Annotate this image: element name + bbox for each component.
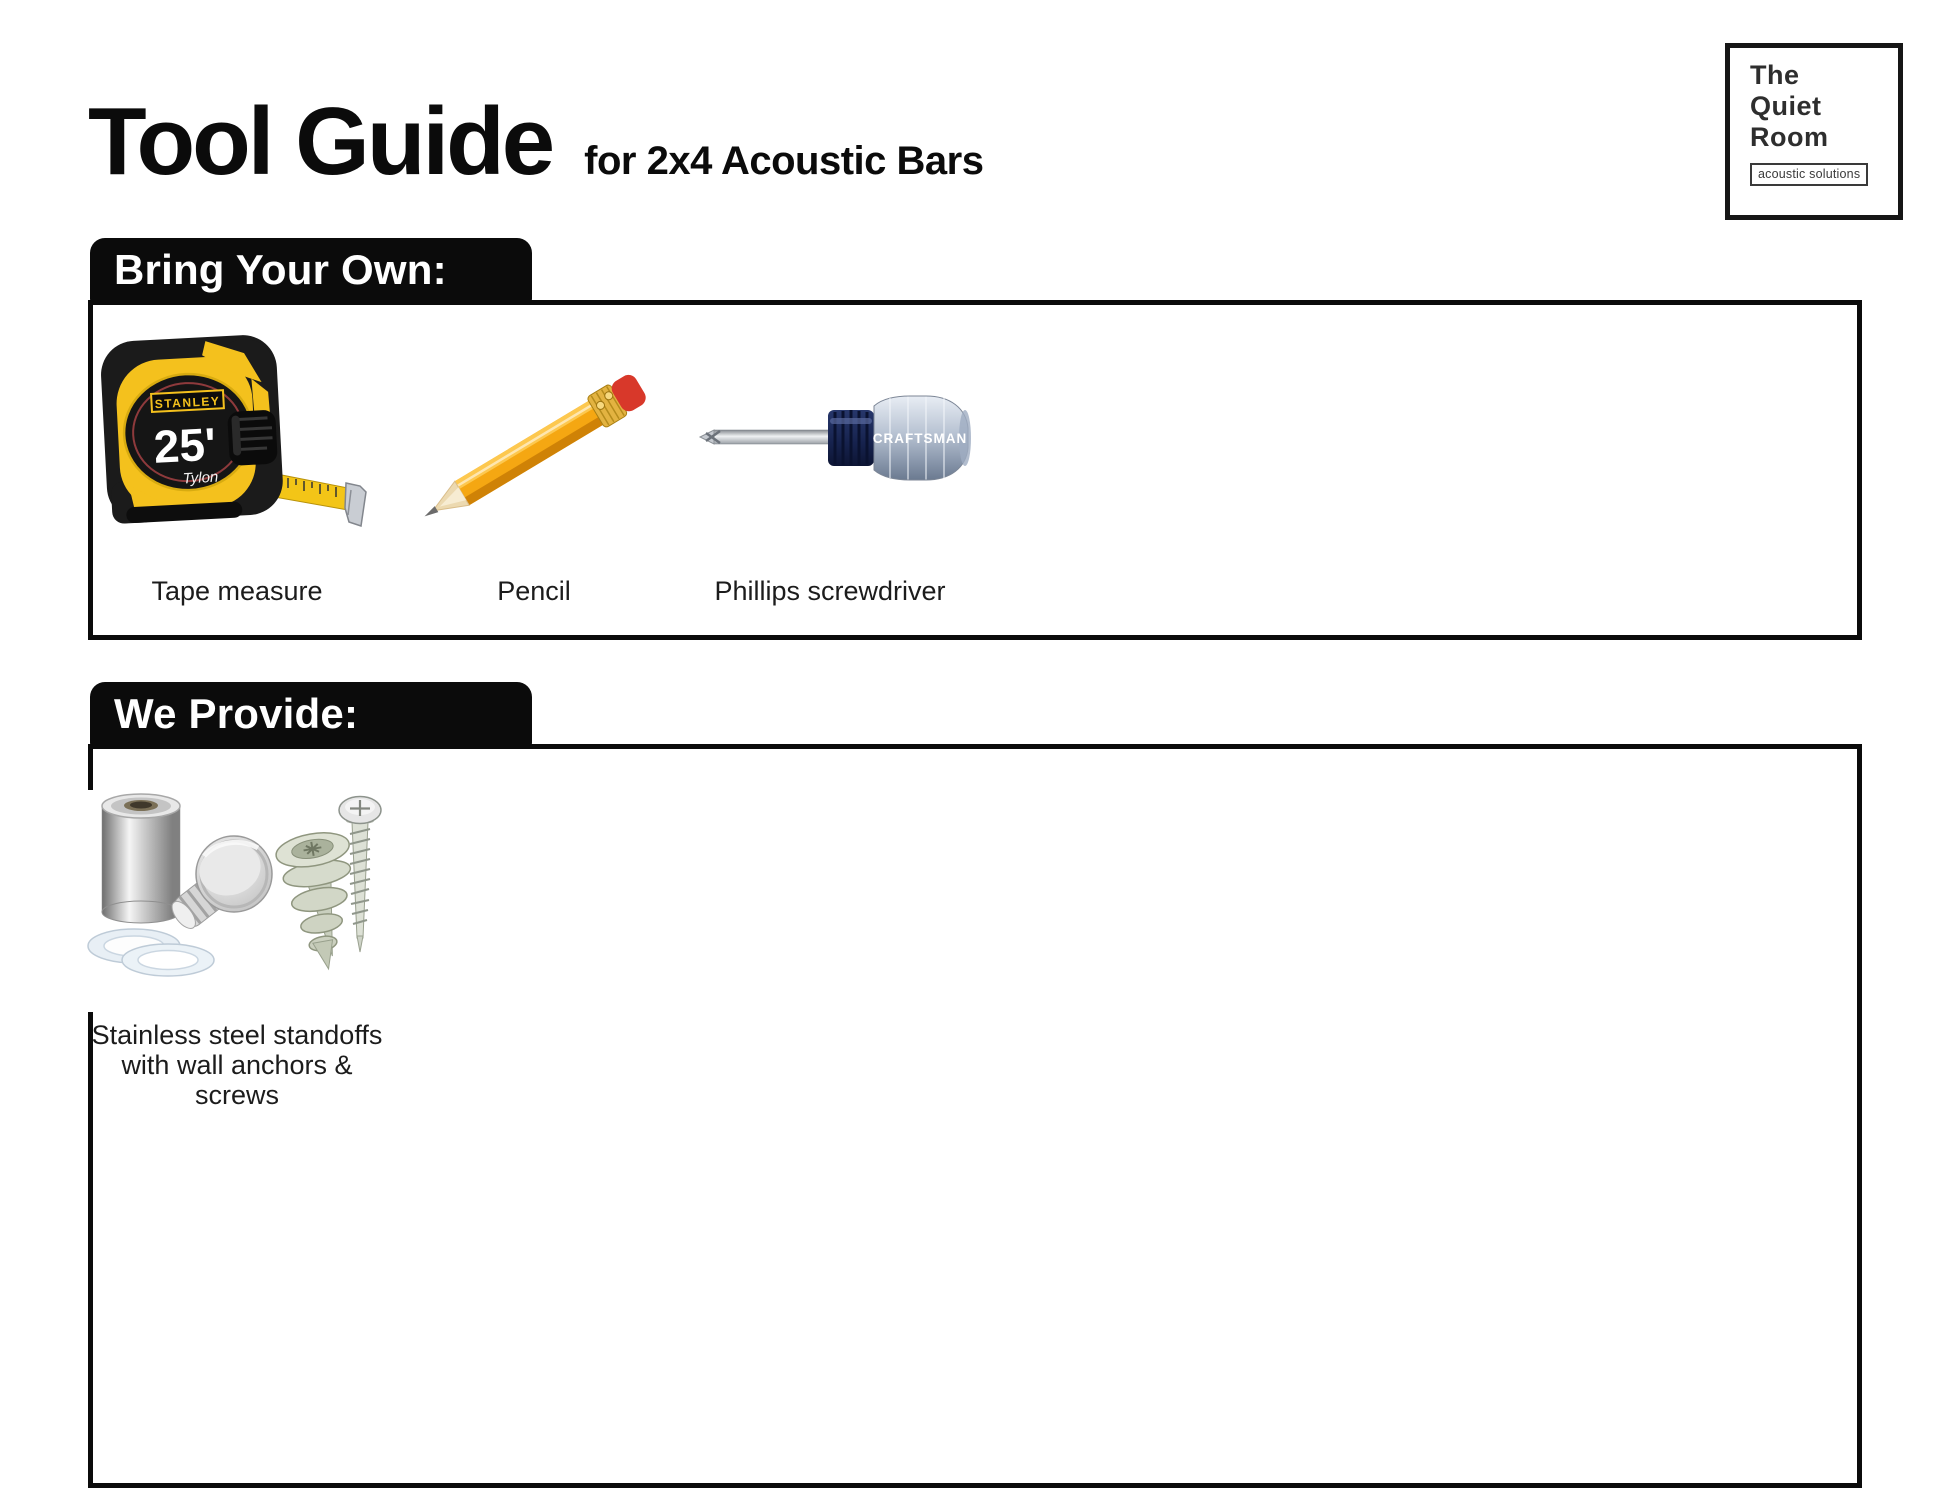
tape-brand-text: STANLEY [154,393,221,412]
item-label-pencil: Pencil [497,576,571,606]
screwdriver-icon [698,382,972,494]
page-title: Tool Guide [88,88,553,195]
standoff-hardware-icon [84,790,396,1012]
logo-tagline: acoustic solutions [1750,163,1868,186]
tape-material-text: Tylon [182,468,219,488]
tape-measure-icon [98,330,372,545]
screwdriver-brand-text: CRAFTSMAN [872,431,968,446]
section-heading-bring-your-own: Bring Your Own: [114,246,447,293]
section-tab-we-provide [90,682,532,746]
item-label-phillips-screwdriver: Phillips screwdriver [714,576,946,606]
logo-line-2: Quiet [1750,91,1822,121]
pencil-icon [402,350,670,548]
pencil-photo [402,350,670,548]
item-label-standoffs-line2: with wall anchors & screws [121,1050,353,1110]
item-label-standoffs [77,1020,397,1110]
tape-measure-photo [98,330,372,545]
item-label-tape-measure: Tape measure [151,576,323,606]
standoff-hardware-photo [84,790,396,1012]
header [88,88,984,195]
item-label-standoffs-line1: Stainless steel standoffs [91,1020,383,1050]
logo-line-1: The [1750,60,1800,90]
section-heading-we-provide: We Provide: [114,690,359,737]
logo-line-3: Room [1750,122,1829,152]
section-tab-bring-your-own [90,238,532,302]
quiet-room-logo [1725,43,1903,220]
tape-length-text: 25' [152,417,218,473]
screwdriver-photo [698,382,972,494]
page-subtitle: for 2x4 Acoustic Bars [584,139,984,183]
